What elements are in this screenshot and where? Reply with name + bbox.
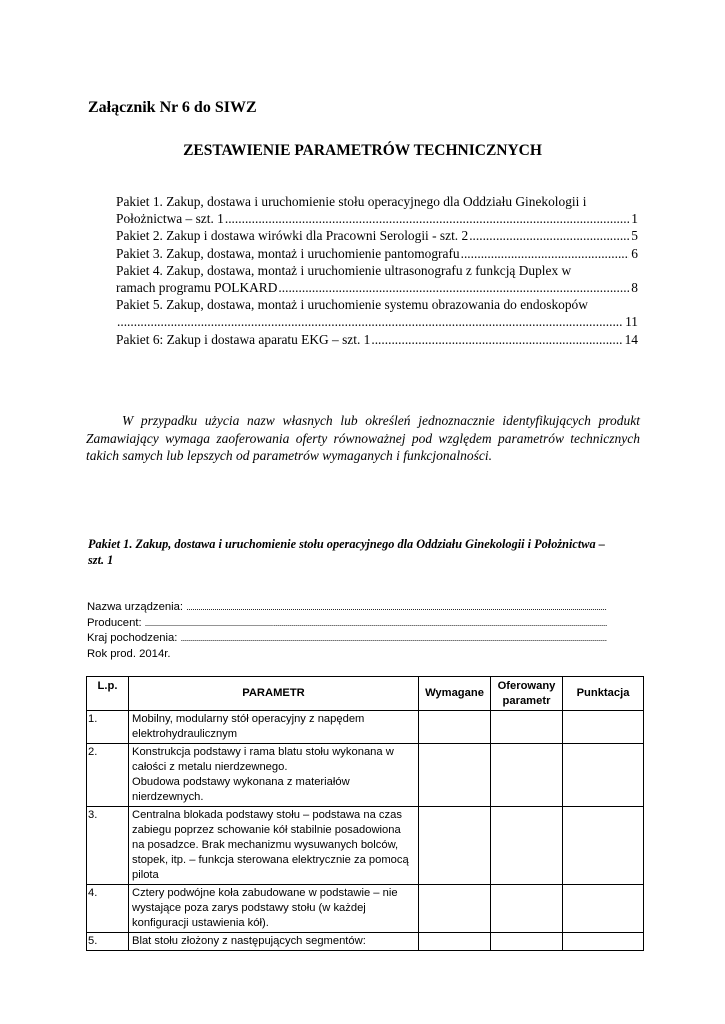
score-cell[interactable] bbox=[563, 885, 644, 933]
col-header-param: PARAMETR bbox=[129, 677, 419, 711]
equivalence-notice: W przypadku użycia nazw własnych lub określeń jednoznacznie identyfikujących produkt Zamawiający wymaga zaoferowania oferty równoważnej pod względem parametrów technicznych takich samych lub lepszych od parametrów wymaganych i funkcjonalności. bbox=[86, 413, 640, 464]
table-row bbox=[87, 807, 644, 885]
producer-label: Producent: bbox=[87, 616, 142, 629]
toc-entry[interactable] bbox=[116, 296, 638, 330]
col-header-offered: Oferowany parametr bbox=[491, 677, 563, 711]
table-row bbox=[87, 885, 644, 933]
toc-entry[interactable] bbox=[116, 245, 638, 262]
section-title: Pakiet 1. Zakup, dostawa i uruchomienie stołu operacyjnego dla Oddziału Ginekologii i Położnictwa – szt. 1 bbox=[88, 537, 605, 567]
origin-field bbox=[87, 631, 607, 647]
required-cell[interactable] bbox=[419, 807, 491, 885]
col-header-lp: L.p. bbox=[87, 677, 129, 711]
toc-page-number: 1 bbox=[631, 211, 638, 227]
toc-entry-line: Pakiet 1. Zakup, dostawa i uruchomienie stołu operacyjnego dla Oddziału Ginekologii i bbox=[116, 194, 587, 209]
toc-entry-label: Pakiet 3. Zakup, dostawa, montaż i uruchomienie pantomografu bbox=[116, 245, 460, 261]
offered-cell[interactable] bbox=[491, 744, 563, 807]
toc-entry-label: Pakiet 2. Zakup i dostawa wirówki dla Pracowni Serologii - szt. 2 bbox=[116, 228, 469, 244]
toc-page-number: 5 bbox=[631, 228, 638, 244]
toc-page-number: 8 bbox=[631, 280, 638, 296]
score-cell[interactable] bbox=[563, 744, 644, 807]
row-parameter: Centralna blokada podstawy stołu – podstawa na czas zabiegu poprzez schowanie kół stabilnie posadowiona na posadzce. Brak mechanizmu wysuwanych bolców, stopek, itp. – funkcja sterowana elektrycznie za pomocą pilota bbox=[129, 807, 419, 885]
fill-in-dots bbox=[145, 616, 607, 632]
table-header-row bbox=[87, 677, 644, 711]
toc-leader-dots bbox=[117, 313, 623, 330]
col-header-required: Wymagane bbox=[419, 677, 491, 711]
table-row bbox=[87, 744, 644, 807]
row-parameter: Mobilny, modularny stół operacyjny z napędem elektrohydraulicznym bbox=[129, 711, 419, 744]
origin-label: Kraj pochodzenia: bbox=[87, 632, 178, 645]
toc-entry-label: Pakiet 6: Zakup i dostawa aparatu EKG – szt. 1 bbox=[116, 331, 371, 347]
offered-cell[interactable] bbox=[491, 807, 563, 885]
row-number: 2. bbox=[87, 744, 129, 807]
producer-field bbox=[87, 616, 607, 632]
production-year: Rok prod. 2014r. bbox=[87, 647, 171, 660]
offered-cell[interactable] bbox=[491, 711, 563, 744]
toc-entry[interactable] bbox=[116, 193, 638, 227]
toc-leader-dots bbox=[461, 245, 630, 262]
required-cell[interactable] bbox=[419, 933, 491, 951]
row-number: 4. bbox=[87, 885, 129, 933]
toc-leader-dots bbox=[225, 210, 629, 227]
score-cell[interactable] bbox=[563, 933, 644, 951]
toc-leader-dots bbox=[278, 279, 629, 296]
toc-entry[interactable] bbox=[116, 262, 638, 296]
row-parameter: Konstrukcja podstawy i rama blatu stołu wykonana w całości z metalu nierdzewnego. Obudowa podstawy wykonana z materiałów nierdzewnych. bbox=[129, 744, 419, 807]
table-row bbox=[87, 711, 644, 744]
toc-entry-line: Pakiet 5. Zakup, dostawa, montaż i uruchomienie systemu obrazowania do endoskopów bbox=[116, 297, 588, 313]
device-name-field bbox=[87, 600, 607, 616]
fill-in-dots bbox=[181, 631, 607, 647]
toc-leader-dots bbox=[371, 331, 622, 348]
fill-in-dots bbox=[186, 600, 607, 616]
toc-page-number: 11 bbox=[625, 314, 638, 330]
score-cell[interactable] bbox=[563, 807, 644, 885]
required-cell[interactable] bbox=[419, 711, 491, 744]
toc-entry-label: Położnictwa – szt. 1 bbox=[116, 211, 224, 227]
toc-entry[interactable] bbox=[116, 331, 638, 348]
device-info-fields bbox=[87, 600, 607, 662]
row-parameter: Cztery podwójne koła zabudowane w podstawie – nie wystające poza zarys podstawy stołu (w każdej konfiguracji ustawienia kół). bbox=[129, 885, 419, 933]
annex-label: Załącznik Nr 6 do SIWZ bbox=[88, 99, 257, 116]
document-title: ZESTAWIENIE PARAMETRÓW TECHNICZNYCH bbox=[183, 142, 542, 159]
row-number: 3. bbox=[87, 807, 129, 885]
row-number: 1. bbox=[87, 711, 129, 744]
toc-leader-dots bbox=[469, 227, 629, 244]
required-cell[interactable] bbox=[419, 744, 491, 807]
row-number: 5. bbox=[87, 933, 129, 951]
toc-entry[interactable] bbox=[116, 227, 638, 244]
score-cell[interactable] bbox=[563, 711, 644, 744]
row-parameter: Blat stołu złożony z następujących segmentów: bbox=[129, 933, 419, 951]
toc-entry-line: Pakiet 4. Zakup, dostawa, montaż i uruchomienie ultrasonografu z funkcją Duplex w bbox=[116, 262, 572, 278]
toc-entry-label: ramach programu POLKARD bbox=[116, 280, 278, 296]
offered-cell[interactable] bbox=[491, 885, 563, 933]
parameters-table bbox=[86, 676, 644, 951]
device-name-label: Nazwa urządzenia: bbox=[87, 601, 184, 613]
table-of-contents bbox=[116, 193, 638, 348]
offered-cell[interactable] bbox=[491, 933, 563, 951]
required-cell[interactable] bbox=[419, 885, 491, 933]
col-header-score: Punktacja bbox=[563, 677, 644, 711]
table-row bbox=[87, 933, 644, 951]
toc-page-number: 6 bbox=[631, 245, 638, 261]
toc-page-number: 14 bbox=[624, 331, 638, 347]
